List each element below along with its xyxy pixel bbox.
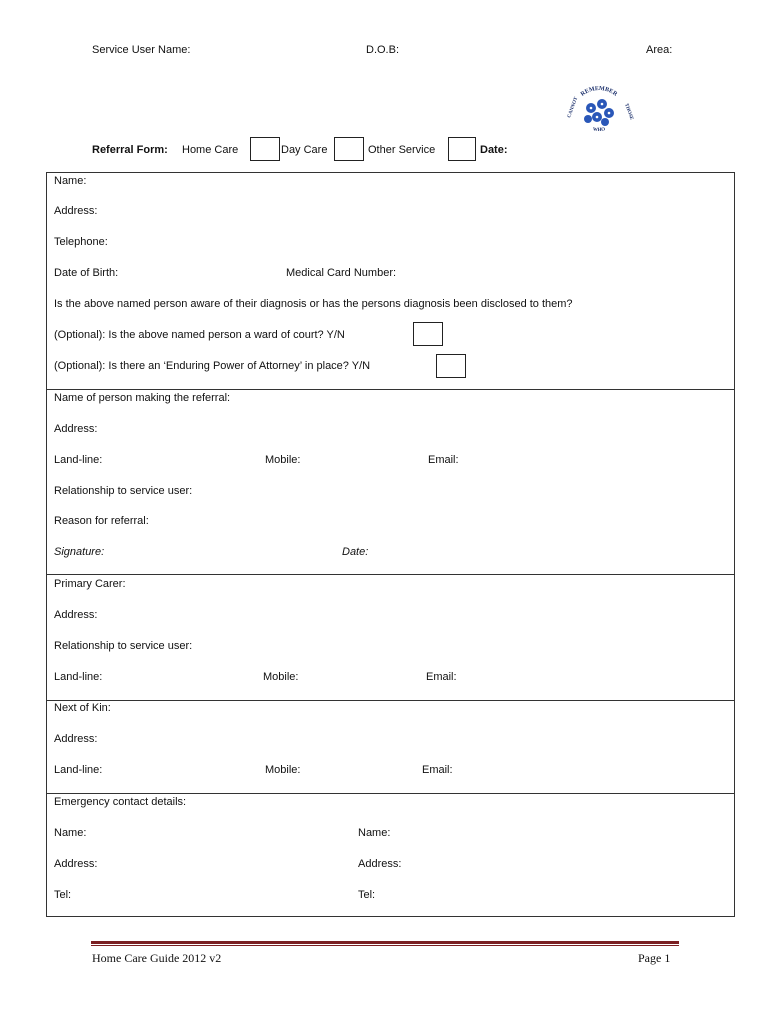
carer-mobile-label: Mobile: [263,671,299,683]
kin-address-label: Address: [54,733,98,745]
kin-email-label: Email: [422,764,453,776]
day-care-checkbox[interactable] [334,137,364,161]
other-service-label: Other Service [368,144,436,156]
ward-of-court-question: (Optional): Is the above named person a ward of court? Y/N [54,329,345,341]
carer-address-label: Address: [54,609,98,621]
referrer-name-label: Name of person making the referral: [54,392,231,404]
referral-date-label: Date: [480,144,508,156]
other-service-checkbox[interactable] [448,137,476,161]
referrer-relationship-label: Relationship to service user: [54,485,193,497]
signature-label: Signature: [54,546,105,558]
page-number: Page 1 [638,951,671,965]
logo-text-bottom: WHO [592,127,606,134]
footer-rule [91,941,679,944]
name-label: Name: [54,175,87,187]
svg-text:REMEMBER [580,86,619,98]
logo-text-right: THOSE [623,102,634,121]
emergency-name-1-label: Name: [54,827,87,839]
dob-label: D.O.B: [366,44,400,56]
section-divider [46,793,735,794]
logo-text-top: REMEMBER [579,85,619,98]
section-divider [46,700,735,701]
carer-relationship-label: Relationship to service user: [54,640,193,652]
home-care-label: Home Care [182,144,239,156]
footer-guide-title: Home Care Guide 2012 v2 [92,951,222,965]
organisation-logo [561,82,637,142]
footer-rule-thin [91,945,679,946]
referral-form-label: Referral Form: [92,144,168,156]
referral-reason-label: Reason for referral: [54,515,149,527]
medical-card-label: Medical Card Number: [286,267,397,279]
carer-email-label: Email: [426,671,457,683]
svg-text:WHO [592,127,605,133]
section-divider [46,574,735,575]
primary-carer-label: Primary Carer: [54,578,126,590]
home-care-checkbox[interactable] [250,137,280,161]
day-care-label: Day Care [281,144,328,156]
carer-landline-label: Land-line: [54,671,103,683]
service-user-name-label: Service User Name: [92,44,191,56]
signature-date-label: Date: [342,546,369,558]
referrer-email-label: Email: [428,454,459,466]
emergency-address-1-label: Address: [54,858,98,870]
emergency-address-2-label: Address: [358,858,402,870]
enduring-power-question: (Optional): Is there an ‘Enduring Power of Attorney’ in place? Y/N [54,360,371,372]
emergency-name-2-label: Name: [358,827,391,839]
address-label: Address: [54,205,98,217]
enduring-power-checkbox[interactable] [436,354,466,378]
referrer-landline-label: Land-line: [54,454,103,466]
logo-text-left: CANNOT [567,96,580,119]
emergency-contact-label: Emergency contact details: [54,796,187,808]
diagnosis-question: Is the above named person aware of their diagnosis or has the persons diagnosis been disclosed to them? [54,298,573,310]
section-divider [46,389,735,390]
kin-mobile-label: Mobile: [265,764,301,776]
emergency-tel-2-label: Tel: [358,889,376,901]
referrer-mobile-label: Mobile: [265,454,301,466]
emergency-tel-1-label: Tel: [54,889,72,901]
telephone-label: Telephone: [54,236,108,248]
next-of-kin-label: Next of Kin: [54,702,111,714]
date-of-birth-label: Date of Birth: [54,267,119,279]
area-label: Area: [646,44,673,56]
kin-landline-label: Land-line: [54,764,103,776]
ward-of-court-checkbox[interactable] [413,322,443,346]
referrer-address-label: Address: [54,423,98,435]
